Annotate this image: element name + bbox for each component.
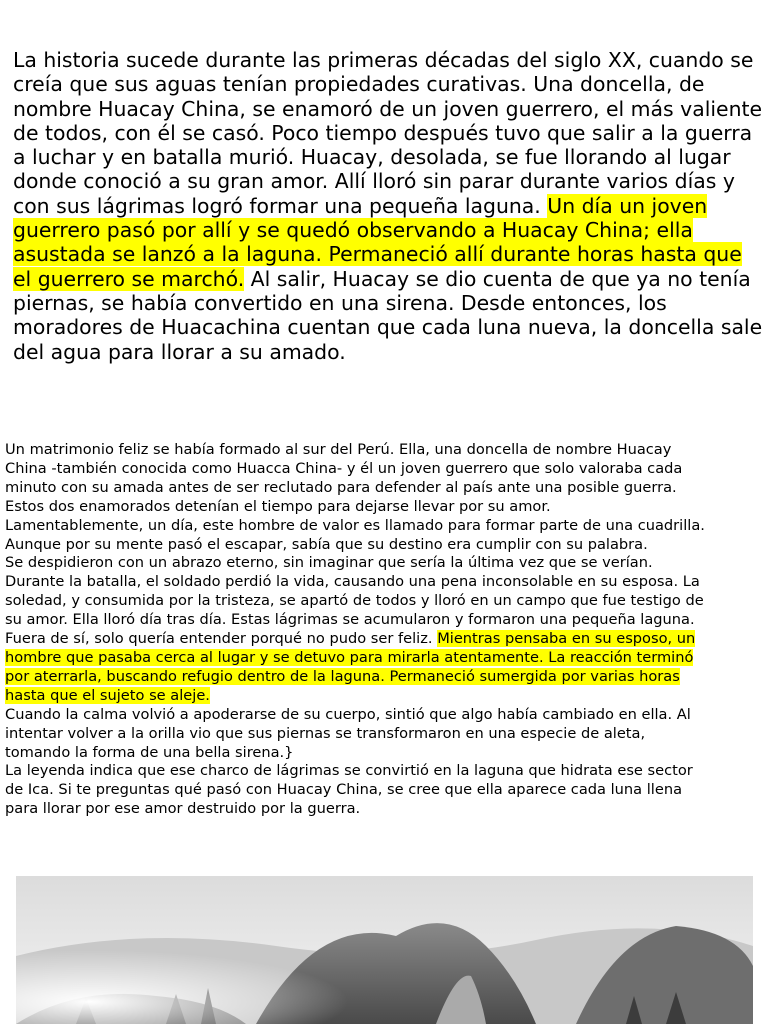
summary-text-start: La historia sucede durante las primeras décadas del siglo XX, cuando se creía que sus aguas tenían propiedades curativas. Una doncella, de nombre Huacay China, se enamoró de un joven guerrero, el más valiente de todos, con él se casó. Poco tiempo después tuvo que salir a la guerra a luchar y en batalla murió. Huacay, desolada, se fue llorando al lugar donde conoció a su gran amor. Allí lloró sin parar durante varios días y con sus lágrimas logró formar una pequeña laguna. xyxy=(13,48,763,218)
legend-line: China -también conocida como Huacca China- y él un joven guerrero que solo valoraba cada xyxy=(5,459,683,477)
legend-line: La leyenda indica que ese charco de lágrimas se convirtió en la laguna que hidrata ese sector xyxy=(5,762,693,780)
legend-line: Cuando la calma volvió a apoderarse de su cuerpo, sintió que algo había cambiado en ella. Al xyxy=(5,705,691,723)
legend-line-plain-part: Fuera de sí, solo quería entender porqué no pudo ser feliz. xyxy=(5,630,438,648)
legend-highlight-text: hombre que pasaba cerca al lugar y se detuvo para mirarla atentamente. La reacción terminó xyxy=(5,648,694,666)
legend-line: Se despidieron con un abrazo eterno, sin imaginar que sería la última vez que se verían. xyxy=(5,554,653,572)
legend-line: su amor. Ella lloró día tras día. Estas lágrimas se acumularon y formaron una pequeña laguna. xyxy=(5,611,695,629)
legend-line: Aunque por su mente pasó el escapar, sabía que su destino era cumplir con su palabra. xyxy=(5,535,648,553)
legend-line-mixed xyxy=(5,630,765,649)
legend-line: tomando la forma de una bella sirena.} xyxy=(5,743,294,761)
legend-highlight-line xyxy=(5,649,765,668)
lagoon-landscape-illustration xyxy=(16,876,753,1024)
legend-highlight-text: hasta que el sujeto se aleje. xyxy=(5,686,210,704)
legend-highlight-line xyxy=(5,687,765,706)
legend-line: Durante la batalla, el soldado perdió la vida, causando una pena inconsolable en su esposa. La xyxy=(5,573,700,591)
legend-highlight-start: Mientras pensaba en su esposo, un xyxy=(437,630,696,648)
legend-line: soledad, y consumida por la tristeza, se apartó de todos y lloró en un campo que fue testigo de xyxy=(5,592,704,610)
paragraph-summary xyxy=(13,48,763,364)
legend-highlight-text: por aterrarla, buscando refugio dentro de la laguna. Permaneció sumergida por varias horas xyxy=(5,667,680,685)
legend-highlight-line xyxy=(5,668,765,687)
paragraph-legend xyxy=(5,441,765,819)
lagoon-landscape-image xyxy=(16,876,753,1024)
legend-line: Un matrimonio feliz se había formado al sur del Perú. Ella, una doncella de nombre Huacay xyxy=(5,441,672,458)
legend-line: para llorar por ese amor destruido por la guerra. xyxy=(5,800,361,818)
summary-text-end: Al salir, Huacay se dio cuenta de que ya no tenía piernas, se había convertido en una sirena. Desde entonces, los moradores de Huacachina cuentan que cada luna nueva, la doncella sale del agua para llorar a su amado. xyxy=(13,266,763,364)
legend-line: minuto con su amada antes de ser reclutado para defender al país ante una posible guerra. xyxy=(5,478,677,496)
legend-line: de Ica. Si te preguntas qué pasó con Huacay China, se cree que ella aparece cada luna llena xyxy=(5,781,683,799)
legend-line: Lamentablemente, un día, este hombre de valor es llamado para formar parte de una cuadrilla. xyxy=(5,516,705,534)
legend-line: intentar volver a la orilla vio que sus piernas se transformaron en una especie de aleta, xyxy=(5,724,646,742)
legend-line: Estos dos enamorados detenían el tiempo para dejarse llevar por su amor. xyxy=(5,497,551,515)
summary-highlighted-text: Un día un joven guerrero pasó por allí y se quedó observando a Huacay China; ella asustada se lanzó a la laguna. Permaneció allí durante horas hasta que el guerrero se marchó. xyxy=(13,193,742,291)
